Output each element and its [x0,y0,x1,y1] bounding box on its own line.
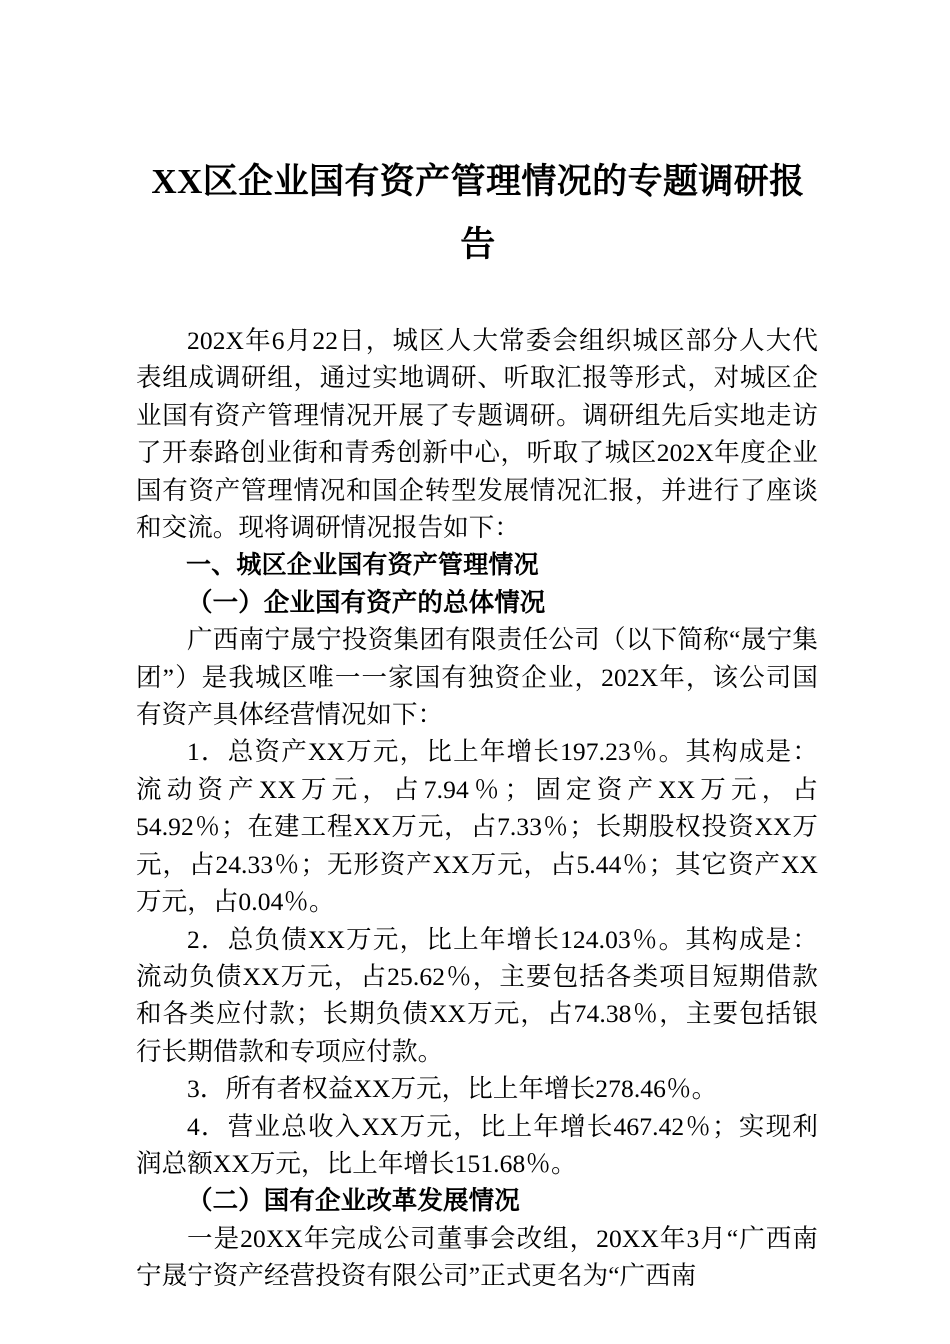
title-spacer [136,276,818,322]
page-content-area [136,150,818,1295]
title-block [136,150,818,276]
subsection-heading-1-1: （一）企业国有资产的总体情况 [187,587,546,617]
list-item-3: 3．所有者权益XX万元，比上年增长278.46％。 [187,1074,718,1104]
intro-paragraph: 202X年6月22日，城区人大常委会组织城区部分人大代表组成调研组，通过实地调研、听取汇报等形式，对城区企业国有资产管理情况开展了专题调研。调研组先后实地走访了开泰路创业街和青秀创新中心，听取了城区202X年度企业国有资产管理情况和国企转型发展情况汇报，并进行了座谈和交流。现将调研情况报告如下： [136,326,818,543]
subsection-heading-1-2: （二）国有企业改革发展情况 [187,1186,520,1216]
list-item-1: 1．总资产XX万元，比上年增长197.23％。其构成是：流动资产XX万元，占7.94％；固定资产XX万元，占54.92％；在建工程XX万元，占7.33％；长期股权投资XX万元，占24.33％；无形资产XX万元，占5.44％；其它资产XX万元，占0.04％。 [136,737,818,917]
section-heading-1: 一、城区企业国有资产管理情况 [186,550,539,580]
subsection-1-2-paragraph: 一是20XX年完成公司董事会改组，20XX年3月“广西南宁晟宁资产经营投资有限公司”正式更名为“广西南 [136,1223,818,1291]
subsection-1-1-intro-paragraph: 广西南宁晟宁投资集团有限责任公司（以下简称“晟宁集团”）是我城区唯一一家国有独资企业，202X年，该公司国有资产具体经营情况如下： [136,625,818,730]
list-item-4: 4．营业总收入XX万元，比上年增长467.42％；实现利润总额XX万元，比上年增长151.68％。 [136,1111,818,1178]
list-item-2: 2．总负债XX万元，比上年增长124.03％。其构成是：流动负债XX万元，占25.62％，主要包括各类项目短期借款和各类应付款；长期负债XX万元，占74.38％，主要包括银行长期借款和专项应付款。 [136,924,818,1066]
page-title: XX区企业国有资产管理情况的专题调研报告 [151,162,805,264]
